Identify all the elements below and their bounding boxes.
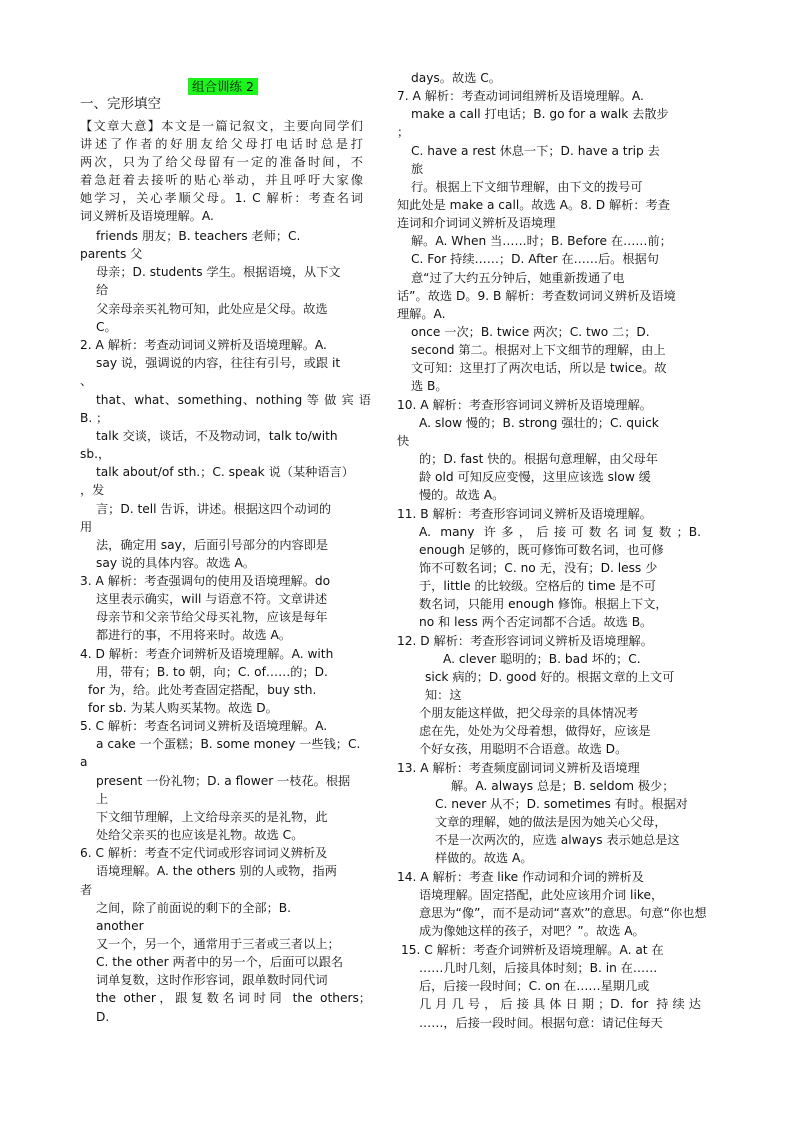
- left-text-line: the other，跟复数名词时同 the others；: [96, 991, 371, 1005]
- left-text-line: for 为，给。此处考查固定搭配，buy sth.: [88, 683, 317, 697]
- right-text-line: 虑在先，处处为父母着想，做得好，应该是: [419, 724, 651, 738]
- right-text-line: enough 足够的，既可修饰可数名词，也可修: [419, 543, 664, 557]
- right-text-line: 龄 old 可知反应变慢，这里应该选 slow 缓: [419, 470, 651, 484]
- right-text-line: no 和 less 两个否定词都不合适。故选 B。: [419, 615, 653, 629]
- right-text-line: 知此处是 make a call。故选 A。8. D 解析：考查: [397, 198, 670, 212]
- left-text-line: 又一个，另一个，通常用于三者或三者以上；: [96, 937, 340, 951]
- right-text-line: 慢的。故选 A。: [419, 488, 505, 502]
- right-text-line: 不是一次两次的，应选 always 表示她总是这: [435, 833, 680, 847]
- right-text-line: 后，后接一段时间；C. on 在……星期几或: [419, 979, 650, 993]
- left-text-line: 一、完形填空: [80, 96, 161, 112]
- left-text-line: C. the other 两者中的另一个，后面可以跟名: [96, 955, 344, 969]
- left-text-line: ，发: [80, 483, 105, 497]
- right-text-line: ……几时几刻，后接具体时刻；B. in 在……: [419, 961, 658, 975]
- left-text-line: 词义辨析及语境理解。A.: [80, 209, 214, 223]
- right-text-line: 话”。故选 D。9. B 解析：考查数词词义辨析及语境: [397, 289, 676, 303]
- right-text-line: once 一次；B. twice 两次；C. two 二；D.: [411, 325, 650, 339]
- right-text-line: 意思为“像”，而不是动词“喜欢”的意思。句意“你也想: [419, 906, 707, 920]
- left-text-line: present 一份礼物；D. a flower 一枝花。根据: [96, 774, 351, 788]
- left-text-line: B.: [80, 411, 93, 425]
- left-text-line: 【文章大意】本文是一篇记叙文，主要向同学们: [80, 119, 363, 133]
- left-text-line: 言；D. tell 告诉，讲述。根据这四个动词的: [96, 502, 332, 516]
- right-text-line: 文可知：这里打了两次电话，所以是 twice。故: [411, 361, 667, 375]
- left-text-line: 母亲；D. students 学生。根据语境，从下文: [96, 265, 341, 279]
- left-text-line: 用: [80, 520, 93, 534]
- right-text-line: A. slow 慢的；B. strong 强壮的；C. quick: [419, 416, 659, 430]
- left-text-line: 都进行的事，不用将来时。故选 A。: [96, 628, 292, 642]
- left-text-line: talk 交谈，谈话，不及物动词，talk to/with: [96, 429, 338, 443]
- left-text-line: 用，带有；B. to 朝，向；C. of……的；D.: [96, 665, 328, 679]
- right-text-line: 成为像她这样的孩子，对吧？”。故选 A。: [419, 924, 645, 938]
- left-text-line: C。: [96, 320, 117, 334]
- left-text-line: 6. C 解析：考查不定代词或形容词词义辨析及: [80, 846, 328, 860]
- right-text-line: 个好女孩，用聪明不合语意。故选 D。: [419, 742, 628, 756]
- right-text-line: A. clever 聪明的；B. bad 坏的；C.: [443, 652, 641, 666]
- right-text-line: 于，little 的比较级。空格后的 time 是不可: [419, 579, 656, 593]
- right-text-line: 饰不可数名词；C. no 无，没有；D. less 少: [419, 561, 658, 575]
- right-text-line: 的；D. fast 快的。根据句意理解，由父母年: [419, 452, 658, 466]
- right-text-line: 13. A 解析：考查频度副词词义辨析及语境理: [397, 761, 640, 775]
- right-text-line: 11. B 解析：考查形容词词义辨析及语境理解。: [397, 507, 652, 521]
- right-text-line: 意“过了大约五分钟后，她重新拨通了电: [411, 271, 625, 285]
- left-text-line: a: [80, 755, 88, 769]
- right-text-line: 解。A. always 总是；B. seldom 极少；: [451, 779, 675, 793]
- left-text-line: that、what、something、nothing 等 做 宾 语 ；: [96, 393, 371, 426]
- right-text-line: make a call 打电话；B. go for a walk 去散步: [411, 107, 669, 121]
- right-text-line: second 第二。根据对上下文细节的理解，由上: [411, 343, 666, 357]
- right-text-line: 数名词，只能用 enough 修饰。根据上下文，: [419, 597, 668, 611]
- right-text-line: 12. D 解析：考查形容词词义辨析及语境理解。: [397, 634, 653, 648]
- left-text-line: for sb. 为某人购买某物。故选 D。: [88, 701, 278, 715]
- left-text-line: 讲述了作者的好朋友给父母打电话时总是打: [80, 137, 363, 151]
- right-text-line: 15. C 解析：考查介词辨析及语境理解。A. at 在: [401, 943, 664, 957]
- right-text-line: A. many 许多，后接可数名词复数；B.: [419, 525, 701, 539]
- right-text-line: ；: [397, 125, 410, 139]
- left-text-line: 词单复数，这时作形容词，跟单数时同代词: [96, 973, 328, 987]
- right-text-line: 连词和介词词义辨析及语境理: [397, 216, 556, 230]
- right-text-line: 7. A 解析：考查动词词组辨析及语境理解。A.: [397, 89, 644, 103]
- right-text-line: 样做的。故选 A。: [435, 851, 533, 865]
- right-text-line: 知：这: [425, 688, 462, 702]
- left-text-line: 语境理解。A. the others 别的人或物，指两: [96, 864, 337, 878]
- left-text-line: 着急赶着去接听的贴心举动，并且呼吁大家像: [80, 173, 363, 187]
- right-text-line: 文章的理解，她的做法是因为她关心父母，: [435, 815, 667, 829]
- left-text-line: 母亲节和父亲节给父母买礼物，应该是每年: [96, 610, 328, 624]
- right-text-line: 旅: [411, 162, 424, 176]
- right-text-line: ……，后接一段时间。根据句意：请记住每天: [419, 1016, 663, 1030]
- left-text-line: 法，确定用 say，后面引号部分的内容即是: [96, 538, 329, 552]
- page-title: 组合训练 2: [188, 78, 258, 95]
- left-text-line: 两次，只为了给父母留有一定的准备时间，不: [80, 155, 363, 169]
- left-text-line: 3. A 解析：考查强调句的使用及语境理解。do: [80, 574, 331, 588]
- right-text-line: C. For 持续……；D. After 在……后。根据句: [411, 252, 659, 266]
- right-text-line: 快: [397, 434, 410, 448]
- right-text-line: 理解。A.: [397, 307, 446, 321]
- left-text-line: talk about/of sth.；C. speak 说（某种语言）: [96, 465, 354, 479]
- left-text-line: 上: [96, 792, 109, 806]
- left-text-line: another: [96, 919, 144, 933]
- left-text-line: 之间，除了前面说的剩下的全部；B.: [96, 901, 292, 915]
- left-text-line: a cake 一个蛋糕；B. some money 一些钱；C.: [96, 737, 361, 751]
- right-text-line: 语境理解。固定搭配，此处应该用介词 like，: [419, 888, 664, 902]
- right-text-line: C. never 从不；D. sometimes 有时。根据对: [435, 797, 688, 811]
- left-text-line: 她学习，关心孝顺父母。1. C 解析：考查名词: [80, 191, 363, 205]
- left-text-line: 4. D 解析：考查介词辨析及语境理解。A. with: [80, 647, 334, 661]
- left-text-line: 者: [80, 883, 93, 897]
- right-text-line: 几月几号，后接具体日期；D. for 持续达: [419, 997, 701, 1011]
- right-text-line: 解。A. When 当……时；B. Before 在……前；: [411, 234, 672, 248]
- left-text-line: 父亲母亲买礼物可知，此处应是父母。故选: [96, 302, 328, 316]
- left-text-line: friends 朋友；B. teachers 老师；C.: [96, 229, 301, 243]
- left-text-line: 这里表示确实，will 与语意不符。文章讲述: [96, 592, 328, 606]
- left-text-line: 、: [80, 374, 93, 388]
- right-text-line: sick 病的；D. good 好的。根据文章的上文可: [425, 670, 675, 684]
- left-text-line: parents 父: [80, 247, 143, 261]
- right-text-line: C. have a rest 休息一下；D. have a trip 去: [411, 144, 660, 158]
- left-text-line: 处给父亲买的也应该是礼物。故选 C。: [96, 828, 304, 842]
- left-text-line: say 说，强调说的内容，往往有引号，或跟 it: [96, 356, 341, 370]
- right-text-line: 14. A 解析：考查 like 作动词和介词的辨析及: [397, 870, 644, 884]
- left-text-line: 给: [96, 283, 109, 297]
- left-text-line: 5. C 解析：考查名词词义辨析及语境理解。A.: [80, 719, 328, 733]
- right-text-line: 行。根据上下文细节理解，由下文的拨号可: [411, 180, 643, 194]
- left-text-line: say 说的具体内容。故选 A。: [96, 556, 255, 570]
- left-text-line: sb.，: [80, 447, 111, 461]
- right-text-line: days。故选 C。: [411, 71, 501, 85]
- left-text-line: D.: [96, 1010, 110, 1024]
- left-text-line: 下文细节理解，上文给母亲买的是礼物，此: [96, 810, 328, 824]
- right-text-line: 选 B。: [411, 379, 448, 393]
- right-text-line: 10. A 解析：考查形容词词义辨析及语境理解。: [397, 398, 652, 412]
- left-text-line: 2. A 解析：考查动词词义辨析及语境理解。A.: [80, 338, 327, 352]
- right-text-line: 个朋友能这样做，把父母亲的具体情况考: [419, 706, 639, 720]
